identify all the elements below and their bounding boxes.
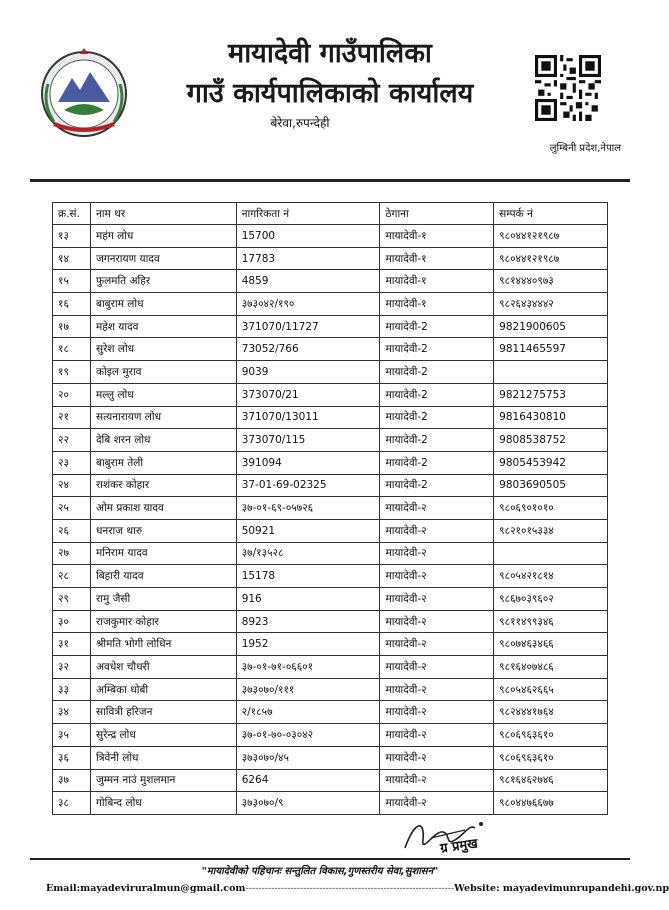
- cell-serial: २४: [53, 474, 91, 497]
- cell-address: मायादेवी-2: [380, 474, 494, 497]
- column-header-address: ठेगाना: [380, 203, 494, 225]
- cell-address: मायादेवी-२: [380, 610, 494, 633]
- cell-name: ओम प्रकाश यादव: [90, 497, 236, 520]
- title-line-2: गाउँ कार्यपालिकाको कार्यालय: [186, 78, 474, 109]
- table-row: [53, 270, 608, 293]
- table-row: [53, 247, 608, 270]
- table-row: [53, 293, 608, 316]
- cell-serial: २१: [53, 406, 91, 429]
- cell-address: मायादेवी-२: [380, 746, 494, 769]
- cell-contact: 9821275753: [494, 383, 608, 406]
- cell-serial: ३६: [53, 746, 91, 769]
- cell-citizenship: 73052/766: [236, 338, 380, 361]
- email-text: Email:mayadeviruralmun@gmail.com: [46, 883, 246, 894]
- cell-contact: ९८१६४६२७४६: [494, 769, 608, 792]
- cell-citizenship: 8923: [236, 610, 380, 633]
- cell-address: मायादेवी-१: [380, 247, 494, 270]
- column-header-citizenship: नागरिकता नं: [236, 203, 380, 225]
- cell-serial: १६: [53, 293, 91, 316]
- table-row: [53, 610, 608, 633]
- table-row: [53, 588, 608, 611]
- cell-serial: ३०: [53, 610, 91, 633]
- cell-address: मायादेवी-२: [380, 588, 494, 611]
- cell-name: सुरेन्द्र लोध: [90, 724, 236, 747]
- cell-citizenship: 371070/13011: [236, 406, 380, 429]
- cell-serial: १९: [53, 361, 91, 384]
- cell-serial: ३७: [53, 769, 91, 792]
- cell-name: सावित्री हरिजन: [90, 701, 236, 724]
- cell-name: राजकुमार कोहार: [90, 610, 236, 633]
- cell-serial: १४: [53, 247, 91, 270]
- title-line-1: मायादेवी गाउँपालिका: [228, 38, 432, 69]
- table-row: [53, 656, 608, 679]
- website-text: Website: mayadevimunrupandehi.gov.np: [454, 883, 669, 894]
- table-row: [53, 769, 608, 792]
- header-divider: [30, 179, 630, 182]
- cell-name: महेश यादव: [90, 315, 236, 338]
- cell-contact: ९८२४४४१७६४: [494, 701, 608, 724]
- column-header-contact: सम्पर्क नं: [494, 203, 608, 225]
- table-row: [53, 519, 608, 542]
- cell-name: जगनरायण यादव: [90, 247, 236, 270]
- cell-address: मायादेवी-2: [380, 315, 494, 338]
- cell-address: मायादेवी-२: [380, 656, 494, 679]
- footer-contact: [46, 883, 669, 894]
- cell-citizenship: ३७-०१-६९-०५७२६: [236, 497, 380, 520]
- cell-address: मायादेवी-१: [380, 225, 494, 248]
- table-header-row: [53, 203, 608, 225]
- cell-citizenship: 15178: [236, 565, 380, 588]
- cell-address: मायादेवी-2: [380, 383, 494, 406]
- cell-address: मायादेवी-2: [380, 338, 494, 361]
- cell-address: मायादेवी-२: [380, 565, 494, 588]
- cell-citizenship: 373070/115: [236, 429, 380, 452]
- cell-address: मायादेवी-२: [380, 497, 494, 520]
- cell-contact: ९८०६९६३६१०: [494, 746, 608, 769]
- cell-name: धनराज थारु: [90, 519, 236, 542]
- cell-serial: २९: [53, 588, 91, 611]
- province-label: लुम्बिनी प्रदेश,नेपाल: [549, 143, 621, 154]
- organization-title: [140, 34, 520, 114]
- table-row: [53, 565, 608, 588]
- cell-citizenship: ३७३०४२/१९०: [236, 293, 380, 316]
- cell-name: सुरेश लोध: [90, 338, 236, 361]
- cell-contact: 9811465597: [494, 338, 608, 361]
- table-row: [53, 225, 608, 248]
- table-row: [53, 746, 608, 769]
- cell-serial: १५: [53, 270, 91, 293]
- table-row: [53, 724, 608, 747]
- cell-contact: ९८१६४०७४८६: [494, 656, 608, 679]
- footer-divider: [30, 858, 630, 860]
- cell-citizenship: 371070/11727: [236, 315, 380, 338]
- cell-contact: ९८६७०३९६०२: [494, 588, 608, 611]
- table-row: [53, 338, 608, 361]
- cell-contact: ९८०५४६२६६५: [494, 678, 608, 701]
- cell-contact: 9803690505: [494, 474, 608, 497]
- table-row: [53, 497, 608, 520]
- cell-name: मनिराम यादव: [90, 542, 236, 565]
- cell-contact: 9816430810: [494, 406, 608, 429]
- cell-address: मायादेवी-२: [380, 769, 494, 792]
- cell-citizenship: ३७३०७०/४५: [236, 746, 380, 769]
- cell-serial: २०: [53, 383, 91, 406]
- cell-name: अवधेश चौधरी: [90, 656, 236, 679]
- cell-serial: २२: [53, 429, 91, 452]
- cell-citizenship: ३७-०१-७०-०३०४२: [236, 724, 380, 747]
- cell-serial: १३: [53, 225, 91, 248]
- cell-address: मायादेवी-१: [380, 270, 494, 293]
- cell-citizenship: ३७-०१-७१-०६६०१: [236, 656, 380, 679]
- table-row: [53, 701, 608, 724]
- cell-citizenship: २/१८५७: [236, 701, 380, 724]
- cell-name: सत्यनारायण लोध: [90, 406, 236, 429]
- cell-contact: ९८०५४२१८१४: [494, 565, 608, 588]
- cell-address: मायादेवी-2: [380, 406, 494, 429]
- column-header-name: नाम थर: [90, 203, 236, 225]
- cell-name: बिहारी यादव: [90, 565, 236, 588]
- cell-serial: २७: [53, 542, 91, 565]
- cell-address: मायादेवी-2: [380, 451, 494, 474]
- cell-citizenship: ३७/१३५२८: [236, 542, 380, 565]
- cell-serial: २३: [53, 451, 91, 474]
- cell-name: बाबुराम लोध: [90, 293, 236, 316]
- cell-contact: ९८२६४३४४४२: [494, 293, 608, 316]
- nepal-emblem-icon: [34, 44, 134, 140]
- cell-citizenship: 373070/21: [236, 383, 380, 406]
- cell-serial: २८: [53, 565, 91, 588]
- cell-name: जुम्मन नाउं मुशलमान: [90, 769, 236, 792]
- cell-citizenship: 391094: [236, 451, 380, 474]
- cell-contact: ९८२१०१५३३४: [494, 519, 608, 542]
- cell-contact: ९८०४४१२१९८७: [494, 247, 608, 270]
- table-row: [53, 678, 608, 701]
- cell-address: मायादेवी-२: [380, 701, 494, 724]
- cell-name: श्रीमति भोगी लोधिन: [90, 633, 236, 656]
- cell-serial: ३८: [53, 792, 91, 815]
- cell-name: राशंकर कोहार: [90, 474, 236, 497]
- cell-citizenship: 50921: [236, 519, 380, 542]
- cell-name: देबि शरन लोध: [90, 429, 236, 452]
- cell-serial: ३५: [53, 724, 91, 747]
- cell-name: मल्लु लोध: [90, 383, 236, 406]
- cell-citizenship: 916: [236, 588, 380, 611]
- cell-serial: २६: [53, 519, 91, 542]
- cell-contact: ९८११४९९३४६: [494, 610, 608, 633]
- cell-contact: 9821900605: [494, 315, 608, 338]
- footer-dashes: -----------------------------------------------------------------: [245, 883, 455, 894]
- cell-contact: [494, 542, 608, 565]
- office-location: बेरेवा,रुपन्देही: [270, 116, 330, 130]
- cell-name: फुलमति अहिर: [90, 270, 236, 293]
- table-row: [53, 406, 608, 429]
- cell-address: मायादेवी-१: [380, 293, 494, 316]
- cell-name: बाबुराम तेली: [90, 451, 236, 474]
- cell-citizenship: 17783: [236, 247, 380, 270]
- cell-citizenship: ३७३०७०/९: [236, 792, 380, 815]
- cell-address: मायादेवी-2: [380, 361, 494, 384]
- cell-address: मायादेवी-२: [380, 633, 494, 656]
- cell-serial: ३१: [53, 633, 91, 656]
- table-row: [53, 474, 608, 497]
- cell-name: कोइल मुराव: [90, 361, 236, 384]
- cell-serial: ३४: [53, 701, 91, 724]
- cell-address: मायादेवी-२: [380, 792, 494, 815]
- cell-address: मायादेवी-२: [380, 724, 494, 747]
- table-row: [53, 383, 608, 406]
- stamp-label: ग्र प्रमुख: [439, 836, 479, 857]
- qr-code-icon: [535, 55, 601, 121]
- slogan: "मायादेवीको पहिचानः सन्तुलित विकास,गुणस्तरीय सेवा,सुशासन": [201, 866, 439, 877]
- beneficiary-table: [52, 202, 608, 815]
- cell-citizenship: 15700: [236, 225, 380, 248]
- cell-contact: 9808538752: [494, 429, 608, 452]
- table-row: [53, 429, 608, 452]
- cell-citizenship: 9039: [236, 361, 380, 384]
- cell-serial: ३२: [53, 656, 91, 679]
- cell-serial: १८: [53, 338, 91, 361]
- table-row: [53, 361, 608, 384]
- table-row: [53, 451, 608, 474]
- cell-contact: ९८०४४१२१९८७: [494, 225, 608, 248]
- cell-contact: ९८०६९६३६१०: [494, 724, 608, 747]
- table-row: [53, 633, 608, 656]
- table-row: [53, 315, 608, 338]
- cell-citizenship: 4859: [236, 270, 380, 293]
- cell-address: मायादेवी-२: [380, 519, 494, 542]
- column-header-serial: क्र.सं.: [53, 203, 91, 225]
- cell-name: त्रिवेनी लोध: [90, 746, 236, 769]
- cell-address: मायादेवी-२: [380, 542, 494, 565]
- cell-name: रामु जैसी: [90, 588, 236, 611]
- cell-citizenship: 1952: [236, 633, 380, 656]
- cell-name: गोबिन्द लोध: [90, 792, 236, 815]
- cell-contact: [494, 361, 608, 384]
- cell-contact: ९८०४४७६६७७: [494, 792, 608, 815]
- cell-serial: ३३: [53, 678, 91, 701]
- cell-contact: ९८०६९०१०१०: [494, 497, 608, 520]
- cell-citizenship: 37-01-69-02325: [236, 474, 380, 497]
- cell-address: मायादेवी-२: [380, 678, 494, 701]
- cell-serial: २५: [53, 497, 91, 520]
- cell-serial: १७: [53, 315, 91, 338]
- cell-contact: ९८०७४६३४६६: [494, 633, 608, 656]
- cell-address: मायादेवी-2: [380, 429, 494, 452]
- cell-citizenship: 6264: [236, 769, 380, 792]
- cell-name: अम्बिका धोबी: [90, 678, 236, 701]
- cell-contact: 9805453942: [494, 451, 608, 474]
- cell-name: महंग लोध: [90, 225, 236, 248]
- table-row: [53, 792, 608, 815]
- table-row: [53, 542, 608, 565]
- cell-citizenship: ३७३०७०/१११: [236, 678, 380, 701]
- cell-contact: ९८१४४४०९७३: [494, 270, 608, 293]
